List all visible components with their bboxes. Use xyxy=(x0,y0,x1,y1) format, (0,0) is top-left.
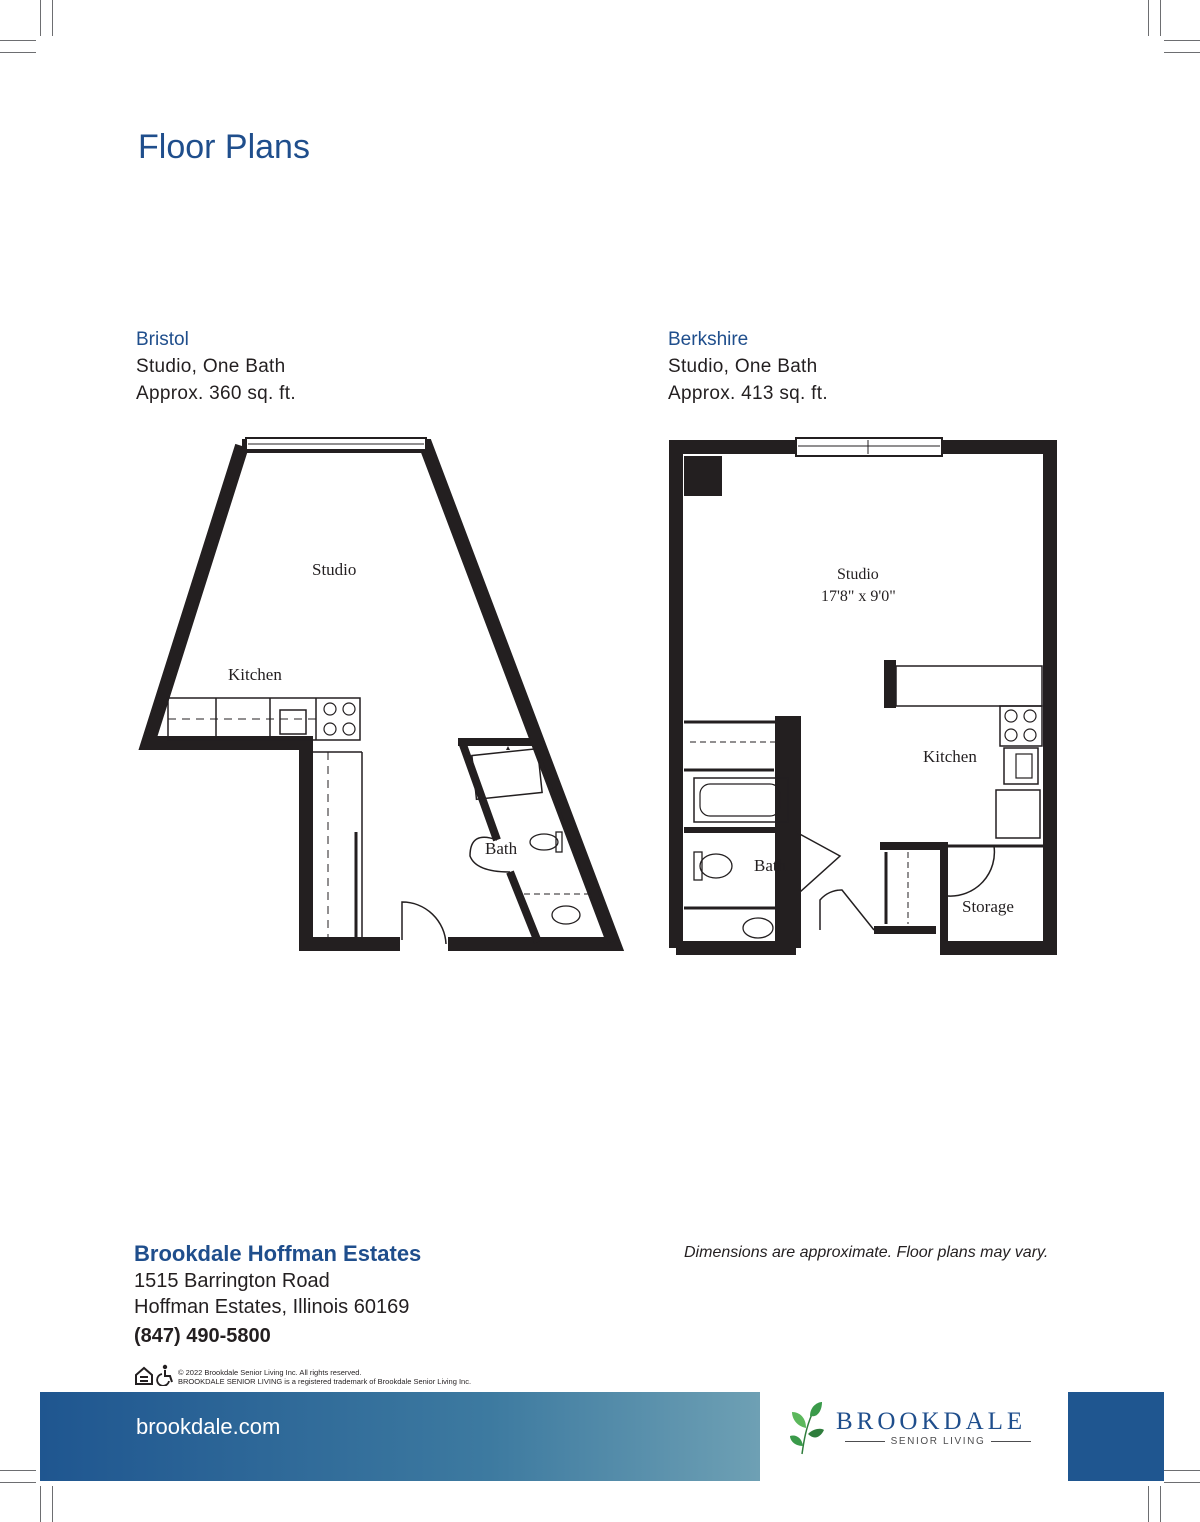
community-info xyxy=(134,1240,421,1350)
crop-mark xyxy=(1148,1486,1149,1522)
leaf-logo-icon xyxy=(788,1400,828,1456)
crop-mark xyxy=(0,1470,36,1471)
room-label-storage: Storage xyxy=(962,897,1014,916)
equal-housing-icon xyxy=(134,1366,154,1386)
address-line-2: Hoffman Estates, Illinois 60169 xyxy=(134,1296,410,1318)
plan-size: Approx. 360 sq. ft. xyxy=(136,383,296,404)
room-label-kitchen: Kitchen xyxy=(228,665,282,684)
room-label-kitchen: Kitchen xyxy=(923,747,977,766)
page-title: Floor Plans xyxy=(138,128,310,166)
brand-logo-text: BROOKDALE xyxy=(836,1408,1027,1435)
crop-mark xyxy=(40,1486,41,1522)
plan-name: Bristol xyxy=(136,329,189,350)
room-label-bath: Bath xyxy=(485,839,518,858)
website-link[interactable]: brookdale.com xyxy=(136,1414,281,1439)
brand-tagline: SENIOR LIVING xyxy=(890,1436,986,1447)
divider xyxy=(991,1441,1031,1442)
disclaimer: Dimensions are approximate. Floor plans may vary. xyxy=(684,1244,1049,1261)
copyright-text: © 2022 Brookdale Senior Living Inc. All rights reserved. xyxy=(178,1368,362,1377)
crop-mark xyxy=(52,1486,53,1522)
community-name: Brookdale Hoffman Estates xyxy=(134,1241,422,1266)
footer-banner-end xyxy=(1068,1392,1164,1481)
room-label-bath: Bath xyxy=(754,856,787,875)
plan-type: Studio, One Bath xyxy=(136,356,286,377)
accessibility-icon xyxy=(156,1364,176,1386)
plan-size: Approx. 413 sq. ft. xyxy=(668,383,828,404)
crop-mark xyxy=(1164,1482,1200,1483)
crop-mark xyxy=(1160,1486,1161,1522)
crop-mark xyxy=(1164,1470,1200,1471)
plan-type: Studio, One Bath xyxy=(668,356,818,377)
trademark-text: BROOKDALE SENIOR LIVING is a registered trademark of Brookdale Senior Living Inc. xyxy=(178,1377,472,1386)
phone-number[interactable]: (847) 490-5800 xyxy=(134,1325,271,1347)
legal-text xyxy=(178,1368,471,1386)
room-label-studio-dimensions: 17'8" x 9'0" xyxy=(821,588,896,605)
room-label-studio: Studio xyxy=(312,560,357,579)
address-line-1: 1515 Barrington Road xyxy=(134,1270,330,1292)
room-label-studio: Studio xyxy=(837,566,879,583)
crop-mark xyxy=(0,1482,36,1483)
divider xyxy=(845,1441,885,1442)
brand-tagline-row xyxy=(838,1436,1038,1447)
plan-name: Berkshire xyxy=(668,329,749,350)
